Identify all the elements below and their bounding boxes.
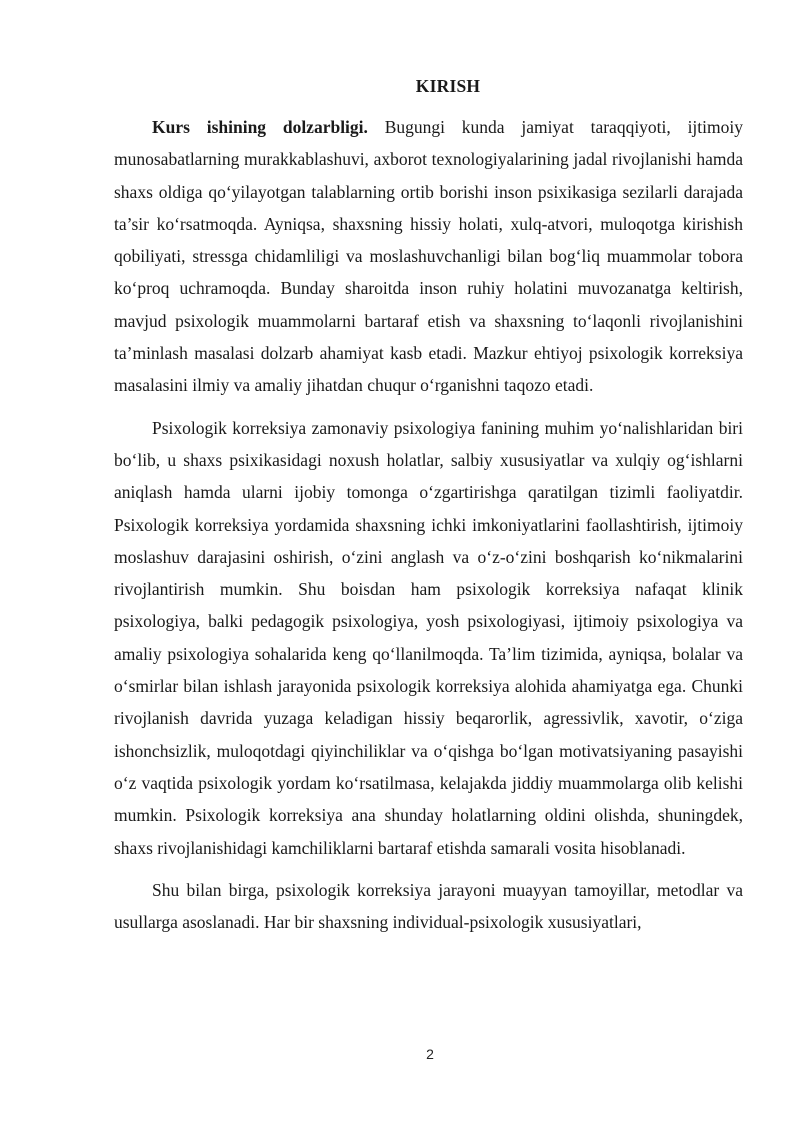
paragraph-text: Shu bilan birga, psixologik korreksiya jarayoni muayyan tamoyillar, metodlar va usullarga asoslanadi. Har bir shaxsning individual-psixologik xususiyatlari, bbox=[114, 879, 743, 933]
section-heading: KIRISH bbox=[415, 76, 481, 96]
paragraph-relevance bbox=[114, 111, 743, 402]
page-number: 2 bbox=[426, 1046, 434, 1062]
paragraph-lead: Kurs ishining dolzarbligi. bbox=[152, 117, 368, 137]
paragraph-continuation bbox=[114, 874, 743, 939]
document-body bbox=[114, 111, 743, 938]
paragraph-text: Bugungi kunda jamiyat taraqqiyoti, ijtimoiy munosabatlarning murakkablashuvi, axborot texnologiyalarining jadal rivojlanishi hamda shaxs oldiga qo‘yilayotgan talablarning ortib borishi inson psixikasiga sezilarli darajada ta’sir ko‘rsatmoqda. Ayniqsa, shaxsning hissiy holati, xulq-atvori, muloqotga kirishish qobiliyati, stressga chidamliligi va moslashuvchanligi bilan bog‘liq muammolar tobora ko‘proq uchramoqda. Bunday sharoitda inson ruhiy holatini muvozanatga keltirish, mavjud psixologik muammolarni bartaraf etish va shaxsning to‘laqonli rivojlanishini ta’minlash masalasi dolzarb ahamiyat kasb etadi. Mazkur ehtiyoj psixologik korreksiya masalasini ilmiy va amaliy jihatdan chuqur o‘rganishni taqozo etadi. bbox=[114, 117, 743, 396]
paragraph-text: Psixologik korreksiya zamonaviy psixologiya fanining muhim yo‘nalishlaridan biri bo‘lib, u shaxs psixikasidagi noxush holatlar, salbiy xususiyatlar va xulqiy og‘ishlarni aniqlash hamda ularni ijobiy tomonga o‘zgartirishga qaratilgan tizimli faoliyatdir. Psixologik korreksiya yordamida shaxsning ichki imkoniyatlarini faollashtirish, ijtimoiy moslashuv darajasini oshirish, o‘zini anglash va o‘z-o‘zini boshqarish ko‘nikmalarini rivojlantirish mumkin. Shu boisdan ham psixologik korreksiya nafaqat klinik psixologiya, balki pedagogik psixologiya, yosh psixologiyasi, ijtimoiy psixologiya va amaliy psixologiya sohalarida keng qo‘llanilmoqda. Ta’lim tizimida, ayniqsa, bolalar va o‘smirlar bilan ishlash jarayonida psixologik korreksiya alohida ahamiyatga ega. Chunki rivojlanish davrida yuzaga keladigan hissiy beqarorlik, agressivlik, xavotir, o‘ziga ishonchsizlik, muloqotdagi qiyinchiliklar va o‘qishga bo‘lgan motivatsiyaning pasayishi o‘z vaqtida psixologik yordam ko‘rsatilmasa, kelajakda jiddiy muammolarga olib kelishi mumkin. Psixologik korreksiya ana shunday holatlarning oldini olishda, shuningdek, shaxs rivojlanishidagi kamchiliklarni bartaraf etishda samarali vosita hisoblanadi. bbox=[114, 417, 743, 858]
paragraph-correction bbox=[114, 412, 743, 864]
